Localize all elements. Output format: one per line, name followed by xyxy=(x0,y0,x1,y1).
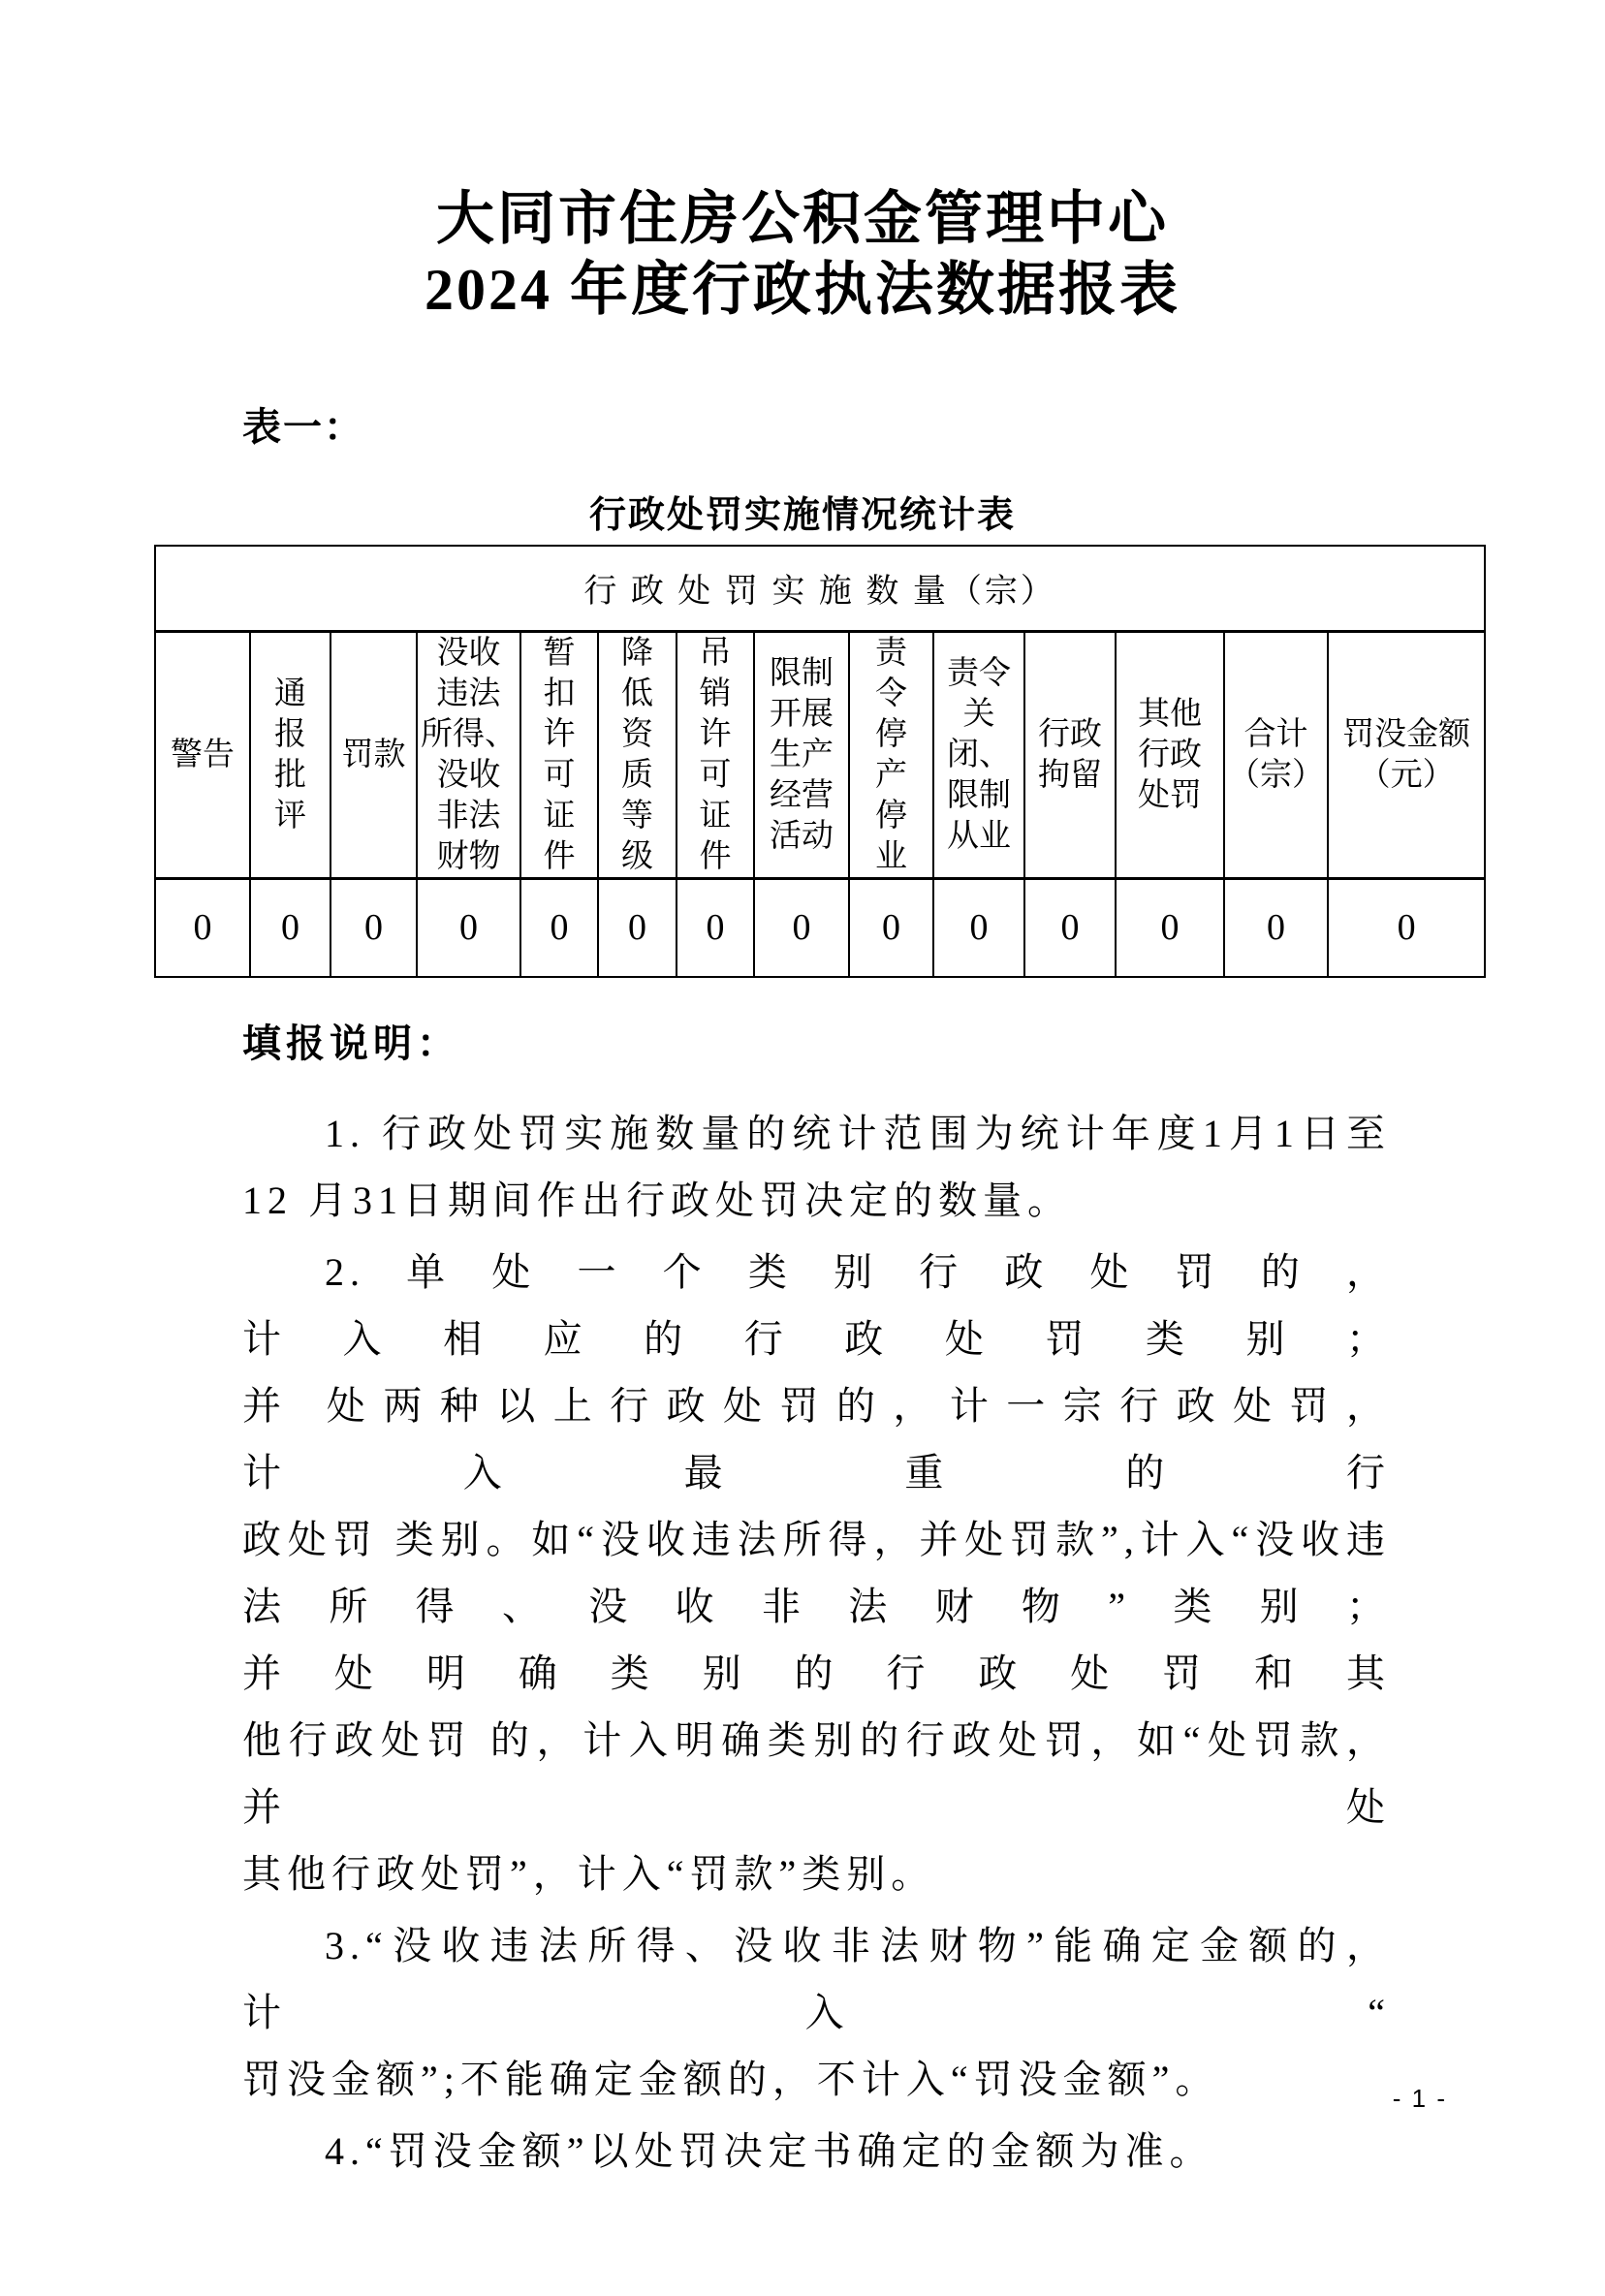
table-title: 行政处罚实施情况统计表 xyxy=(588,495,1016,536)
document-title-line2: 2024 年度行政执法数据报表 xyxy=(425,258,1180,322)
note-line: 1. 行政处罚实施数量的统计范围为统计年度1月1日至 xyxy=(325,1112,1391,1155)
data-cell: 0 xyxy=(155,878,250,977)
note-line: 他行政处罚 的，计入明确类别的行政处罚，如“处罚款，并处 xyxy=(242,1718,1391,1829)
document-title xyxy=(0,0,1605,326)
note-line: 12 月31日期间作出行政处罚决定的数量。 xyxy=(242,1179,1072,1222)
data-cell: 0 xyxy=(417,878,520,977)
data-cell: 0 xyxy=(1328,878,1485,977)
data-cell: 0 xyxy=(598,878,677,977)
table-label: 表一： xyxy=(242,406,364,449)
data-cell: 0 xyxy=(1024,878,1116,977)
column-header-cell: 责 令 停 产 停 业 xyxy=(849,631,933,878)
data-cell: 0 xyxy=(677,878,754,977)
note-line: 2.单处一个类别行政处罚的，计入相应的行政处罚类别； xyxy=(242,1250,1391,1361)
note-line: 4.“罚没金额”以处罚决定书确定的金额为准。 xyxy=(325,2129,1214,2173)
note-line: 其他行政处罚”，计入“罚款”类别。 xyxy=(242,1852,936,1896)
note-line: 并 处两种以上行政处罚的，计一宗行政处罚，计入最重的行 xyxy=(242,1384,1391,1494)
column-header-cell: 吊 销 许 可 证 件 xyxy=(677,631,754,878)
span-header-cell: 行 政 处 罚 实 施 数 量（宗） xyxy=(155,546,1485,631)
data-cell: 0 xyxy=(1224,878,1328,977)
column-header-cell: 罚没金额 （元） xyxy=(1328,631,1485,878)
penalty-statistics-table xyxy=(154,545,1486,978)
column-header-cell: 没收 违法 所得、 没收 非法 财物 xyxy=(417,631,520,878)
note-line: 法所得、没收非法财物”类别；并处明确类别的行政处罚和其 xyxy=(242,1585,1391,1695)
notes-heading: 填报说明： xyxy=(242,1022,460,1065)
column-header-cell: 合计 （宗） xyxy=(1224,631,1328,878)
data-cell: 0 xyxy=(520,878,598,977)
note-paragraph-1 xyxy=(242,1100,1391,1234)
column-header-cell: 行政 拘留 xyxy=(1024,631,1116,878)
note-paragraph-4 xyxy=(242,2118,1391,2185)
table-data-row xyxy=(155,878,1485,977)
note-line: 政处罚 类别。如“没收违法所得，并处罚款”,计入“没收违 xyxy=(242,1518,1391,1561)
table-span-header-row xyxy=(155,546,1485,631)
data-cell: 0 xyxy=(849,878,933,977)
document-title-line1: 大同市住房公积金管理中心 xyxy=(436,187,1169,251)
table-header-row xyxy=(155,631,1485,878)
note-line: 罚没金额”;不能确定金额的，不计入“罚没金额”。 xyxy=(242,2058,1220,2101)
data-cell: 0 xyxy=(754,878,849,977)
column-header-cell: 罚款 xyxy=(330,631,417,878)
data-cell: 0 xyxy=(933,878,1024,977)
filling-notes xyxy=(242,1024,1391,2185)
note-line: 3.“没收违法所得、没收非法财物”能确定金额的，计入“ xyxy=(242,1924,1391,2034)
column-header-cell: 责令 关 闭、 限制 从业 xyxy=(933,631,1024,878)
column-header-cell: 暂 扣 许 可 证 件 xyxy=(520,631,598,878)
column-header-cell: 限制 开展 生产 经营 活动 xyxy=(754,631,849,878)
data-cell: 0 xyxy=(330,878,417,977)
note-paragraph-2 xyxy=(242,1239,1391,1907)
column-header-cell: 警告 xyxy=(155,631,250,878)
data-cell: 0 xyxy=(250,878,330,977)
column-header-cell: 通 报 批 评 xyxy=(250,631,330,878)
data-cell: 0 xyxy=(1116,878,1224,977)
page-number: - 1 - xyxy=(1392,2084,1447,2113)
column-header-cell: 其他 行政 处罚 xyxy=(1116,631,1224,878)
column-header-cell: 降 低 资 质 等 级 xyxy=(598,631,677,878)
note-paragraph-3 xyxy=(242,1912,1391,2113)
